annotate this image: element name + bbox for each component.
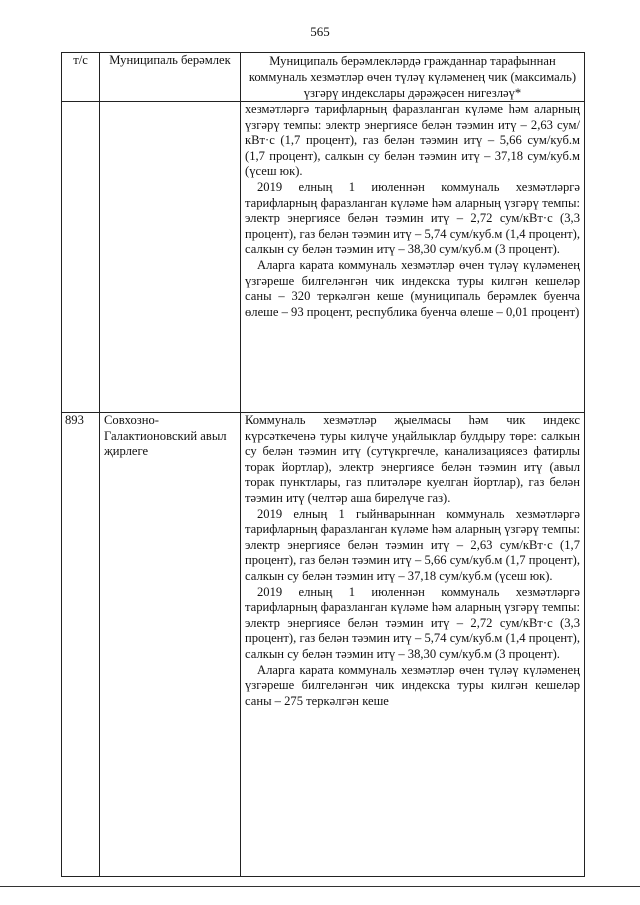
header-number: т/с — [62, 53, 100, 102]
row-number: 893 — [62, 413, 100, 877]
row-municipality: Совхозно-Галактионовский авыл җирлеге — [100, 413, 241, 877]
paragraph: 2019 елның 1 июленнән коммуналь хезмәтләргә тарифларның фаразланган күләме һәм аларның үзгәрү темпы: электр энергиясе белән тәэмин итү – 2,72 сум/кВт·с (3,3 процент), газ белән тәэмин итү – 5,74 сум/куб.м (1,4 процент), салкын су белән тәэмин итү – 38,30 сум/куб.м (3 процент). — [245, 179, 580, 257]
paragraph: хезмәтләргә тарифларның фаразланган күләме һәм аларның үзгәрү темпы: электр энергиясе белән тәэмин итү – 2,63 сум/кВт·с (1,7 процент), газ белән тәэмин итү – 5,66 сум/куб.м (1,7 процент), салкын су белән тәэмин итү – 37,18 сум/куб.м (үсеш юк). — [245, 102, 580, 179]
paragraph: Коммуналь хезмәтләр җыелмасы һәм чик индекс күрсәткеченә туры килүче уңайлыклар булдыру төре: салкын су белән тәэмин итү (сутүкргечле, канализациясез фатирлы торак йортлар), электр энергиясе белән тәэмин итү (авыл торак пунктлары, газ плитәләре куелган йортлар), газ белән тәэмин итү (челтәр аша бирелүче газ). — [245, 413, 580, 505]
header-municipality: Муниципаль берәмлек — [100, 53, 241, 102]
page-bottom-rule — [0, 886, 640, 887]
table-header-row — [62, 53, 585, 102]
row-number — [62, 102, 100, 413]
header-justification: Муниципаль берәмлекләрдә гражданнар тарафыннан коммуналь хезмәтләр өчен түләү күләменең чик (максималь) үзгәрү индекслары дәрәҗәсен нигезләү* — [241, 53, 585, 102]
tariff-table — [61, 52, 585, 877]
paragraph: Аларга карата коммуналь хезмәтләр өчен түләү күләменең үзгәреше билгеләнгән чик индекска туры килгән кешеләр саны – 320 теркәлгән кеше (муниципаль берәмлек буенча өлеше – 93 процент, республика буенча өлеше – 0,01 процент) — [245, 257, 580, 319]
paragraph: 2019 елның 1 гыйнварыннан коммуналь хезмәтләргә тарифларның фаразланган күләме һәм аларның үзгәрү темпы: электр энергиясе белән тәэмин итү – 2,63 сум/кВт·с (1,7 процент), газ белән тәэмин итү – 5,66 сум/куб.м (1,7 процент), салкын су белән тәэмин итү – 37,18 сум/куб.м (үсеш юк). — [245, 506, 580, 583]
row-justification — [241, 102, 585, 413]
page-number: 565 — [310, 24, 330, 39]
table-row — [62, 413, 585, 877]
row-justification — [241, 413, 585, 877]
paragraph: 2019 елның 1 июленнән коммуналь хезмәтләргә тарифларның фаразланган күләме һәм аларның үзгәрү темпы: электр энергиясе белән тәэмин итү – 2,72 сум/кВт·с (3,3 процент), газ белән тәэмин итү – 5,74 сум/куб.м (1,4 процент), салкын су белән тәэмин итү – 38,30 сум/куб.м (3 процент). — [245, 584, 580, 661]
row-municipality — [100, 102, 241, 413]
table-row — [62, 102, 585, 413]
paragraph: Аларга карата коммуналь хезмәтләр өчен түләү күләменең үзгәреше билгеләнгән чик индекска туры килгән кешеләр саны – 275 теркәлгән кеше — [245, 662, 580, 708]
